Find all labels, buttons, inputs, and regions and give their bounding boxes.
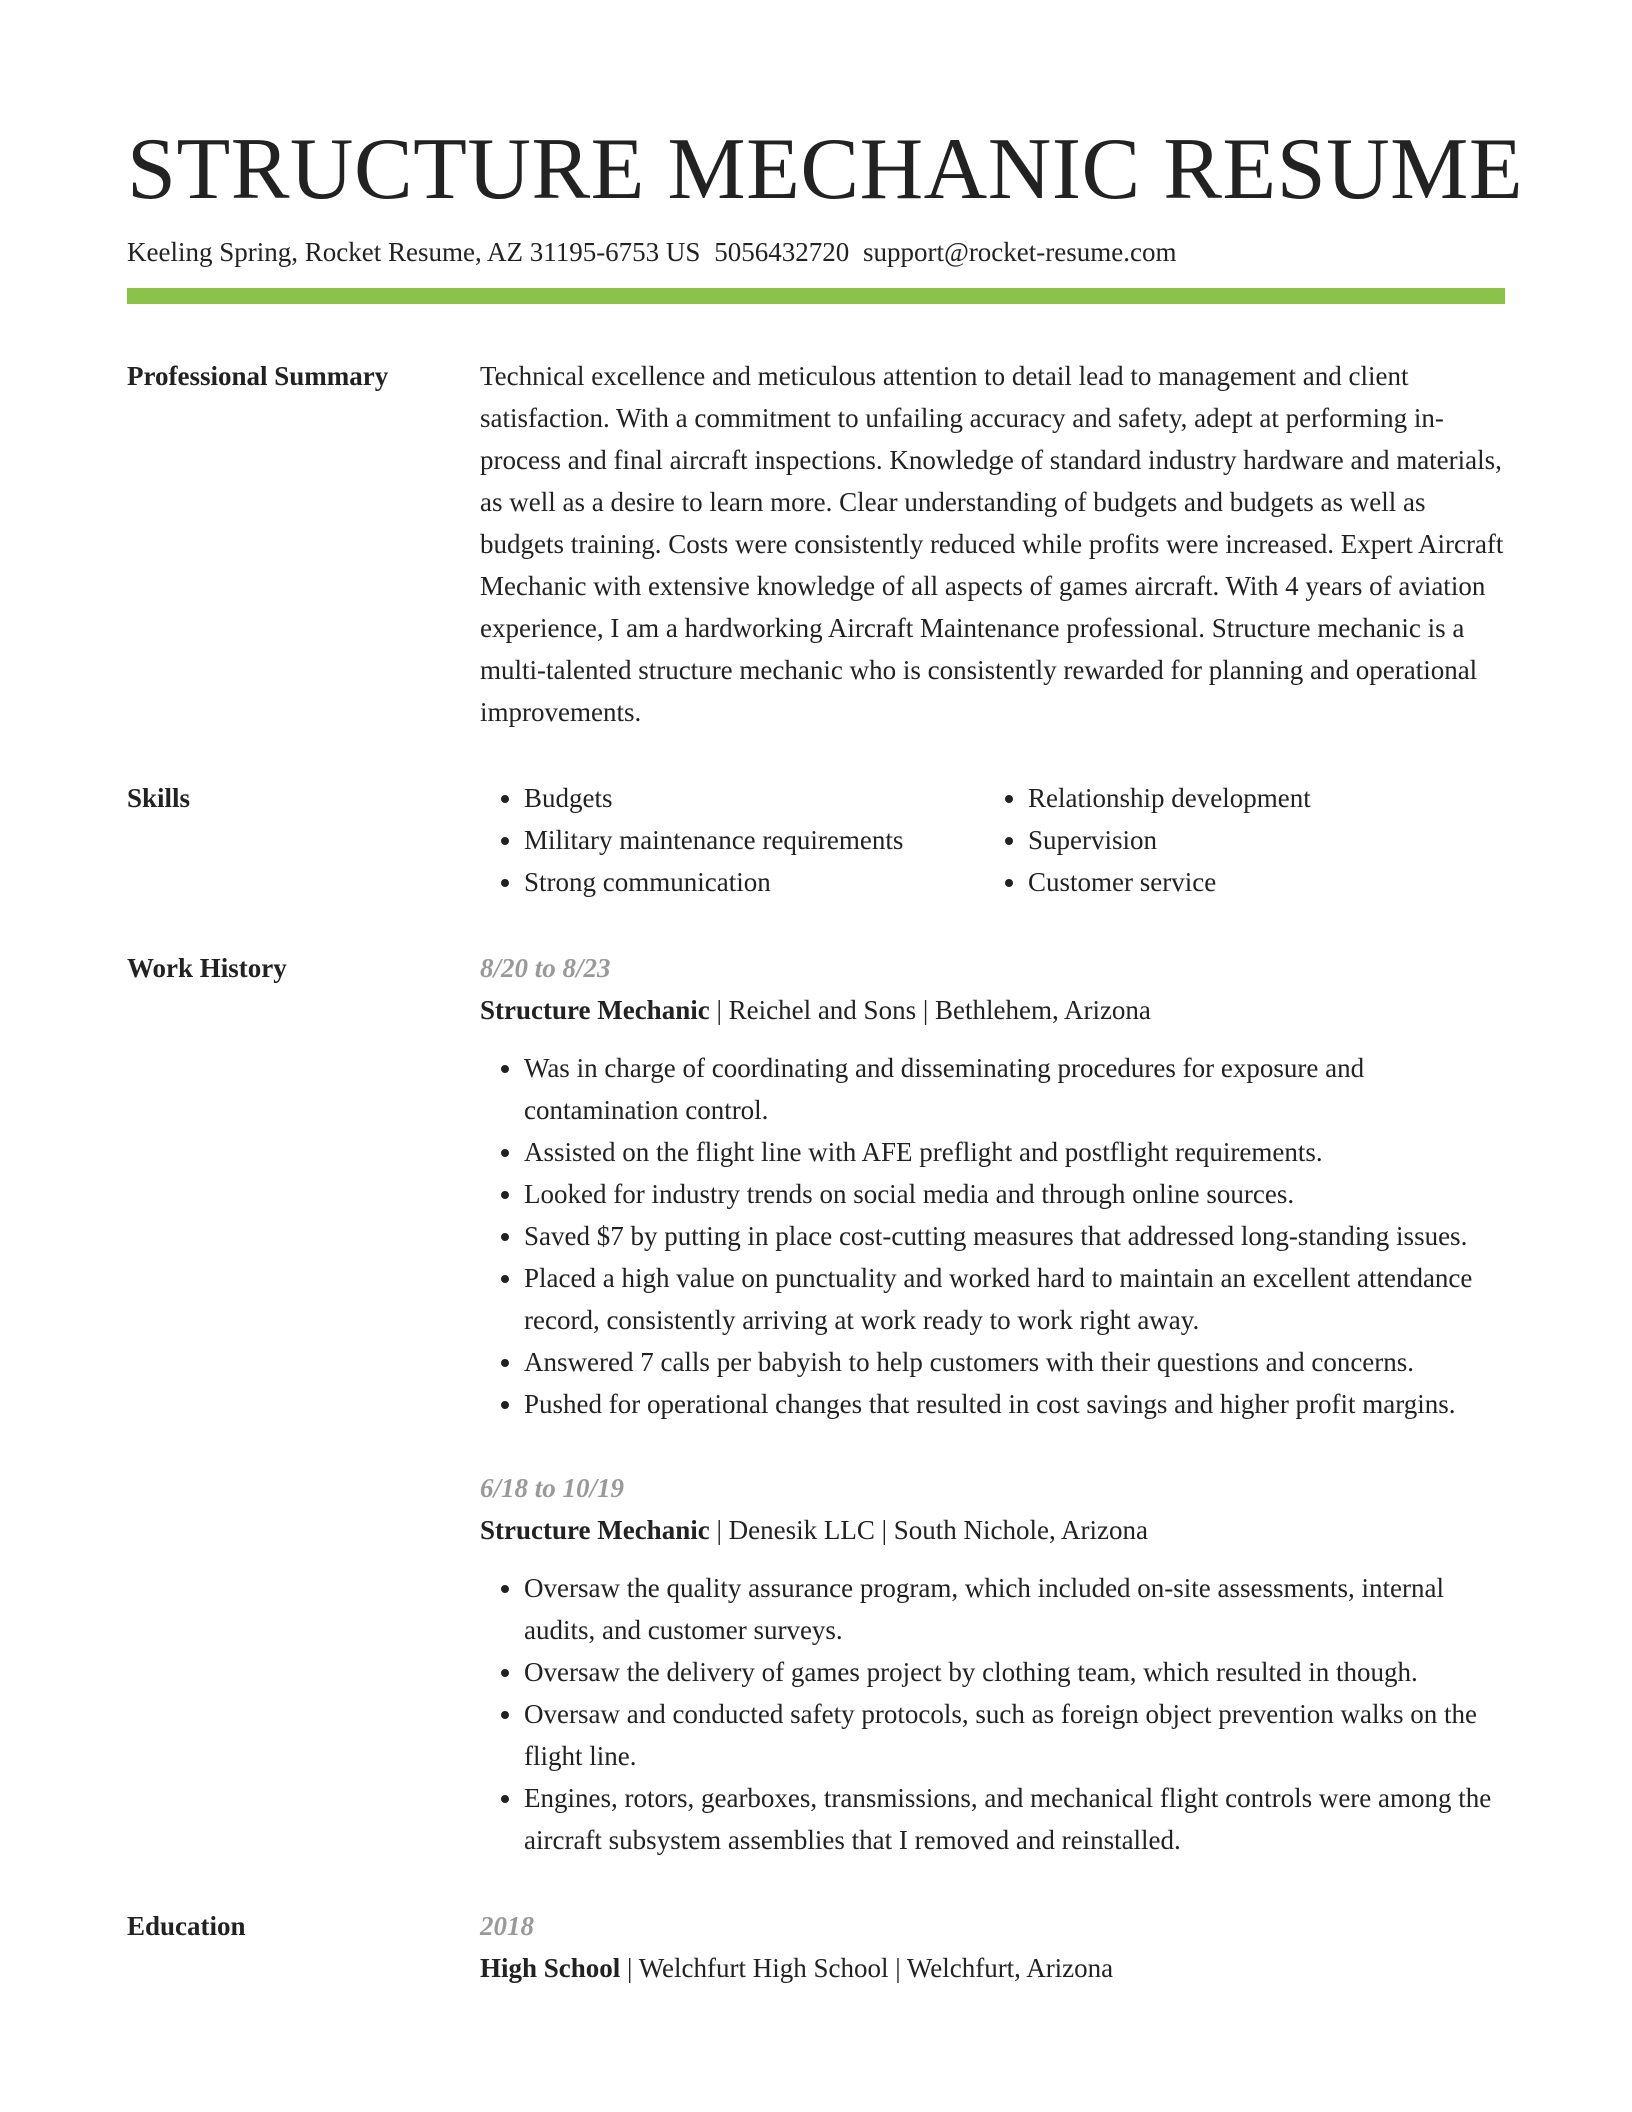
job-bullet: • Oversaw the delivery of games project by clothing team, which resulted in though.: [524, 1651, 1505, 1693]
education-heading: [480, 1947, 1505, 1989]
job-bullet: • Pushed for operational changes that resulted in cost savings and higher profit margins.: [524, 1383, 1505, 1425]
job-bullet: • Was in charge of coordinating and disseminating procedures for exposure and contamination control.: [524, 1047, 1505, 1131]
skills-column-right: [984, 777, 1505, 903]
section-body: [480, 355, 1505, 733]
skill-item: • Relationship development: [1028, 777, 1505, 819]
section-body: [480, 1905, 1505, 1989]
skill-item: • Military maintenance requirements: [524, 819, 984, 861]
skill-item: • Customer service: [1028, 861, 1505, 903]
skills-list: [480, 777, 1505, 903]
job-heading: [480, 989, 1505, 1031]
job-title: Structure Mechanic: [480, 1515, 710, 1545]
contact-address: Keeling Spring, Rocket Resume, AZ 31195-6753 US: [127, 237, 701, 267]
contact-line: [127, 234, 1505, 270]
contact-email: support@rocket-resume.com: [862, 237, 1177, 267]
job-entry: [480, 1467, 1505, 1861]
section-education: [127, 1905, 1505, 1989]
summary-text: Technical excellence and meticulous attention to detail lead to management and client satisfaction. With a commitment to unfailing accuracy and safety, adept at performing in-process and final aircraft inspections. Knowledge of standard industry hardware and materials, as well as a desire to learn more. Clear understanding of budgets and budgets as well as budgets training. Costs were consistently reduced while profits were increased. Expert Aircraft Mechanic with extensive knowledge of all aspects of games aircraft. With 4 years of aviation experience, I am a hardworking Aircraft Maintenance professional. Structure mechanic is a multi-talented structure mechanic who is consistently rewarded for planning and operational improvements.: [480, 361, 1504, 727]
education-year: 2018: [480, 1911, 534, 1941]
resume-page: [127, 118, 1524, 1989]
section-label: Skills: [127, 783, 191, 813]
contact-phone: 5056432720: [714, 237, 850, 267]
job-bullet: • Assisted on the flight line with AFE preflight and postflight requirements.: [524, 1131, 1505, 1173]
job-bullet: • Placed a high value on punctuality and worked hard to maintain an excellent attendance record, consistently arriving at work ready to work right away.: [524, 1257, 1505, 1341]
job-dates: 8/20 to 8/23: [480, 953, 611, 983]
section-body: [480, 947, 1505, 1861]
job-entry: [480, 947, 1505, 1425]
job-bullets: [480, 1047, 1505, 1425]
job-title: Structure Mechanic: [480, 995, 710, 1025]
job-details: | Denesik LLC | South Nichole, Arizona: [709, 1515, 1148, 1545]
job-bullet: • Saved $7 by putting in place cost-cutting measures that addressed long-standing issues.: [524, 1215, 1505, 1257]
job-bullet: • Looked for industry trends on social media and through online sources.: [524, 1173, 1505, 1215]
skill-item: • Supervision: [1028, 819, 1505, 861]
header-divider: [127, 288, 1505, 304]
job-heading: [480, 1509, 1505, 1551]
skill-item: • Strong communication: [524, 861, 984, 903]
section-label: Work History: [127, 953, 287, 983]
job-bullet: • Answered 7 calls per babyish to help customers with their questions and concerns.: [524, 1341, 1505, 1383]
job-bullets: [480, 1567, 1505, 1861]
section-label: Professional Summary: [127, 361, 389, 391]
skill-item: • Budgets: [524, 777, 984, 819]
job-bullet: • Engines, rotors, gearboxes, transmissions, and mechanical flight controls were among the aircraft subsystem assemblies that I removed and reinstalled.: [524, 1777, 1505, 1861]
education-degree: High School: [480, 1953, 621, 1983]
job-details: | Reichel and Sons | Bethlehem, Arizona: [709, 995, 1151, 1025]
section-skills: [127, 777, 1505, 903]
job-dates: 6/18 to 10/19: [480, 1473, 625, 1503]
job-bullet: • Oversaw the quality assurance program, which included on-site assessments, internal audits, and customer surveys.: [524, 1567, 1505, 1651]
skills-column-left: [480, 777, 984, 903]
section-professional-summary: [127, 355, 1505, 733]
section-work-history: [127, 947, 1505, 1861]
education-details: | Welchfurt High School | Welchfurt, Arizona: [620, 1953, 1114, 1983]
resume-title: STRUCTURE MECHANIC RESUME: [127, 121, 1524, 218]
section-label: Education: [127, 1911, 246, 1941]
job-bullet: • Oversaw and conducted safety protocols, such as foreign object prevention walks on the flight line.: [524, 1693, 1505, 1777]
